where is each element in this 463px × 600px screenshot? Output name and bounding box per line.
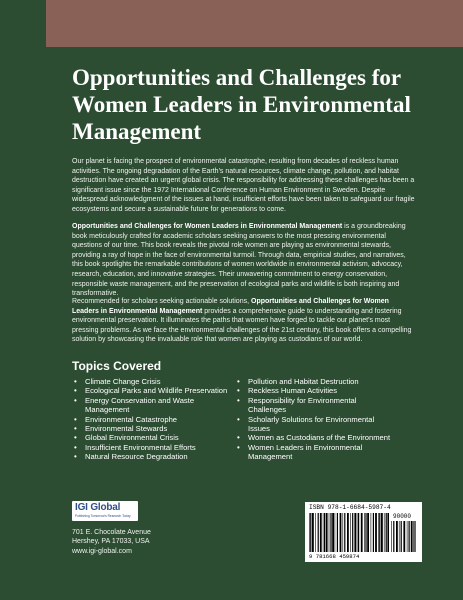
barcode	[305, 502, 422, 562]
address-street: 701 E. Chocolate Avenue	[72, 529, 151, 536]
publisher-website: www.igi-global.com	[72, 547, 132, 555]
price-code: 90000	[393, 513, 412, 520]
topic-item: • Ecological Parks and Wildlife Preservation	[72, 386, 232, 395]
topic-item: • Climate Change Crisis	[72, 377, 232, 386]
description-paragraph-1: Our planet is facing the prospect of environmental catastrophe, resulting from decades of reckless human activities. The ongoing degradation of the Earth's natural resources, climate change, pollution, and habitat destruction have created an urgent global crisis. The responsibility for addressing these challenges has been a significant issue since the 1972 International Conference on Human Environment in Sweden. Despite widespread acknowledgment of the issues at hand, insufficient efforts have been taken to safeguard our fragile ecosystems and secure a sustainable future for generations to come.	[72, 158, 415, 213]
topic-item: • Environmental Stewards	[72, 424, 232, 433]
topic-item: • Energy Conservation and Waste Management	[72, 396, 232, 415]
barcode-addon-bars-icon	[391, 521, 418, 552]
publisher-logo-tagline: Publishing Tomorrow's Research Today	[75, 514, 131, 518]
topics-heading: Topics Covered	[72, 359, 162, 373]
bold-book-title: Opportunities and Challenges for Women Leaders in Environmental Management	[72, 223, 343, 230]
topic-item: • Pollution and Habitat Destruction	[235, 377, 395, 386]
paragraph-3-text: provides a comprehensive guide to understanding and fostering environmental preservation. It illuminates the paths that women have forged to tackle our planet's most pressing problems. As we face the environmental challenges of the 21st century, this book offers a compelling solution by showcasing the invaluable role that women are playing as custodians of our world.	[72, 307, 412, 344]
paragraph-2-text: is a groundbreaking book meticulously crafted for academic scholars seeking answers to the most pressing environmental questions of our time. This book reveals the pivotal role women are playing as environmental stewards, providing a ray of hope in the face of environmental turmoil. Through data, empirical studies, and narratives, this book spotlights the remarkable contributions of women worldwide in environmental activism, advocacy, research, education, and innovative strategies. Their unwavering commitment to energy conservation, responsible waste management, and the preservation of ecological parks and wildlife is both inspiring and transformative.	[72, 223, 406, 298]
book-title: Opportunities and Challenges for Women Leaders in Environmental Management	[72, 65, 411, 144]
top-color-band	[46, 0, 463, 47]
topic-item: • Women as Custodians of the Environment	[235, 433, 395, 442]
topic-item: • Global Environmental Crisis	[72, 433, 232, 442]
topic-item: • Insufficient Environmental Efforts	[72, 443, 232, 452]
description-paragraph-2	[72, 222, 417, 299]
topic-item: • Natural Resource Degradation	[72, 452, 232, 461]
paragraph-3-intro: Recommended for scholars seeking actionable solutions,	[72, 298, 251, 305]
publisher-logo-text: IGI Global	[75, 502, 121, 513]
bold-book-title: Opportunities and Challenges for Women Leaders in Environmental Management	[72, 298, 389, 315]
publisher-logo	[72, 501, 138, 521]
publisher-address	[72, 528, 151, 556]
description-paragraph-3	[72, 297, 417, 345]
isbn-text: ISBN 978-1-6684-5987-4	[309, 504, 391, 511]
address-city: Hershey, PA 17033, USA	[72, 538, 150, 546]
topic-item: • Responsibility for Environmental Challenges	[235, 396, 395, 415]
barcode-bars-icon	[309, 513, 389, 552]
topic-item: • Scholarly Solutions for Environmental Issues	[235, 415, 395, 434]
topic-item: • Environmental Catastrophe	[72, 415, 232, 424]
topics-list-left	[72, 377, 232, 462]
topic-item: • Reckless Human Activities	[235, 386, 395, 395]
topic-item: • Women Leaders in Environmental Management	[235, 443, 395, 462]
barcode-number: 9 781668 459874	[309, 553, 360, 560]
topics-list-right	[235, 377, 395, 462]
